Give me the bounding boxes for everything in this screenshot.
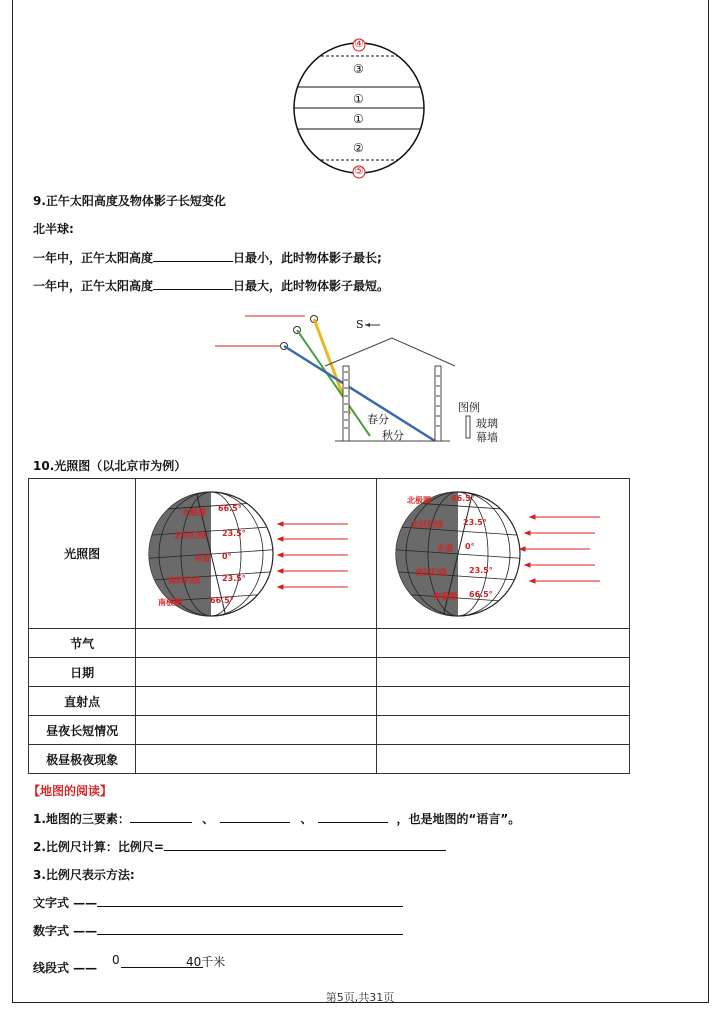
illumination-table [28,478,630,774]
cell-subsolar-left[interactable] [136,687,377,716]
cell-daylength-left[interactable] [136,716,377,745]
q9-line2 [33,277,389,294]
zone-label-2: ① [353,92,364,106]
zone-label-1: ③ [353,62,364,76]
gl-tropic-s: 南回归线 [168,575,201,585]
page-footer: 第5页,共31页 [325,991,395,1004]
q9-line1 [33,249,382,266]
map-blank3[interactable] [318,810,388,823]
row-label-term: 节气 [29,629,136,658]
q9-line2-a: 一年中，正午太阳高度 [33,279,154,293]
q9-line2-b: 日最大，此时物体影子最短。 [233,279,390,293]
cell-date-right[interactable] [377,658,630,687]
globe-cell-left [136,479,377,629]
gl-lat4: 23.5° [222,573,247,583]
autumn-equinox-label: 秋分 [382,429,404,442]
row-label-illum: 光照图 [29,479,136,629]
cell-daylength-right[interactable] [377,716,630,745]
gr-lat5: 66.5° [469,589,493,599]
q9-line1-b: 日最小，此时物体影子最长; [233,251,382,265]
gl-lat5: 66.5° [210,595,235,605]
zone-label-top: ④ [354,37,364,50]
gl-antarctic: 南极圈 [158,597,183,607]
globe-cell-right [377,479,630,629]
gl-lat1: 66.5° [218,503,243,513]
map-blank-scale[interactable] [164,838,446,851]
q9-hemisphere: 北半球: [33,222,74,236]
map-blank1[interactable] [130,810,192,823]
map-q2 [33,838,446,855]
num-form-blank[interactable] [97,922,403,935]
q10-title: 10.光照图（以北京市为例） [33,459,187,473]
cell-term-left[interactable] [136,629,377,658]
q9-blank1[interactable] [153,249,233,262]
text-form-blank[interactable] [97,894,403,907]
line-form-label: 线段式 —— [33,961,98,975]
gr-arctic: 北极圈 [407,495,432,505]
gl-arctic: 北极圈 [182,507,207,517]
gl-lat2: 23.5° [222,528,247,538]
cell-polar-left[interactable] [136,745,377,774]
gr-tropic-n: 北回归线 [411,519,444,529]
q9-line1-a: 一年中，正午太阳高度 [33,251,154,265]
map-blank2[interactable] [220,810,290,823]
gr-tropic-s: 南回归线 [415,567,448,577]
zone-label-bottom: ⑤ [354,164,364,177]
cell-subsolar-right[interactable] [377,687,630,716]
map-q1 [33,810,520,827]
zone-label-3: ① [353,112,364,126]
gl-tropic-n: 北回归线 [174,530,207,540]
cell-term-right[interactable] [377,629,630,658]
gr-lat4: 23.5° [469,565,493,575]
legend-wall: 幕墙 [476,431,498,444]
q9-title: 9.正午太阳高度及物体影子长短变化 [33,194,226,208]
row-label-date: 日期 [29,658,136,687]
gl-lat3: 0° [222,551,232,561]
cell-polar-right[interactable] [377,745,630,774]
gr-equator: 赤道 [437,543,454,553]
text-form-row [33,894,403,911]
globe-left-diagram [138,481,374,627]
num-form-label: 数字式 —— [33,924,98,938]
map-q1-sep2: 、 [300,812,313,826]
gr-lat1: 66.5° [451,493,475,503]
map-q1-sep1: 、 [202,812,215,826]
text-form-label: 文字式 —— [33,896,98,910]
south-label: S [356,318,364,331]
map-q1-a: 1.地图的三要素： [33,812,130,826]
num-form-row [33,922,403,939]
map-q2-text: 2.比例尺计算：比例尺= [33,840,164,854]
row-label-polar: 极昼极夜现象 [29,745,136,774]
row-label-daylength: 昼夜长短情况 [29,716,136,745]
gl-equator: 赤道 [194,553,211,563]
map-section-title: 【地图的阅读】 [28,784,113,798]
zone-label-4: ② [353,141,364,155]
legend-glass: 玻璃 [476,417,498,430]
row-label-subsolar: 直射点 [29,687,136,716]
legend-title: 图例 [458,401,480,414]
heat-zone-globe [286,36,436,180]
gr-lat2: 23.5° [463,517,487,527]
scale-zero: 0 [112,953,120,967]
gr-lat3: 0° [465,541,475,551]
q9-blank2[interactable] [153,277,233,290]
cell-date-left[interactable] [136,658,377,687]
map-q1-b: ，也是地图的“语言”。 [396,812,521,826]
globe-right-diagram [385,481,621,627]
map-q3: 3.比例尺表示方法: [33,868,135,882]
scale-end: 40千米 [186,955,226,969]
gr-antarctic: 南极圈 [433,591,458,601]
spring-equinox-label: 春分 [367,413,389,426]
